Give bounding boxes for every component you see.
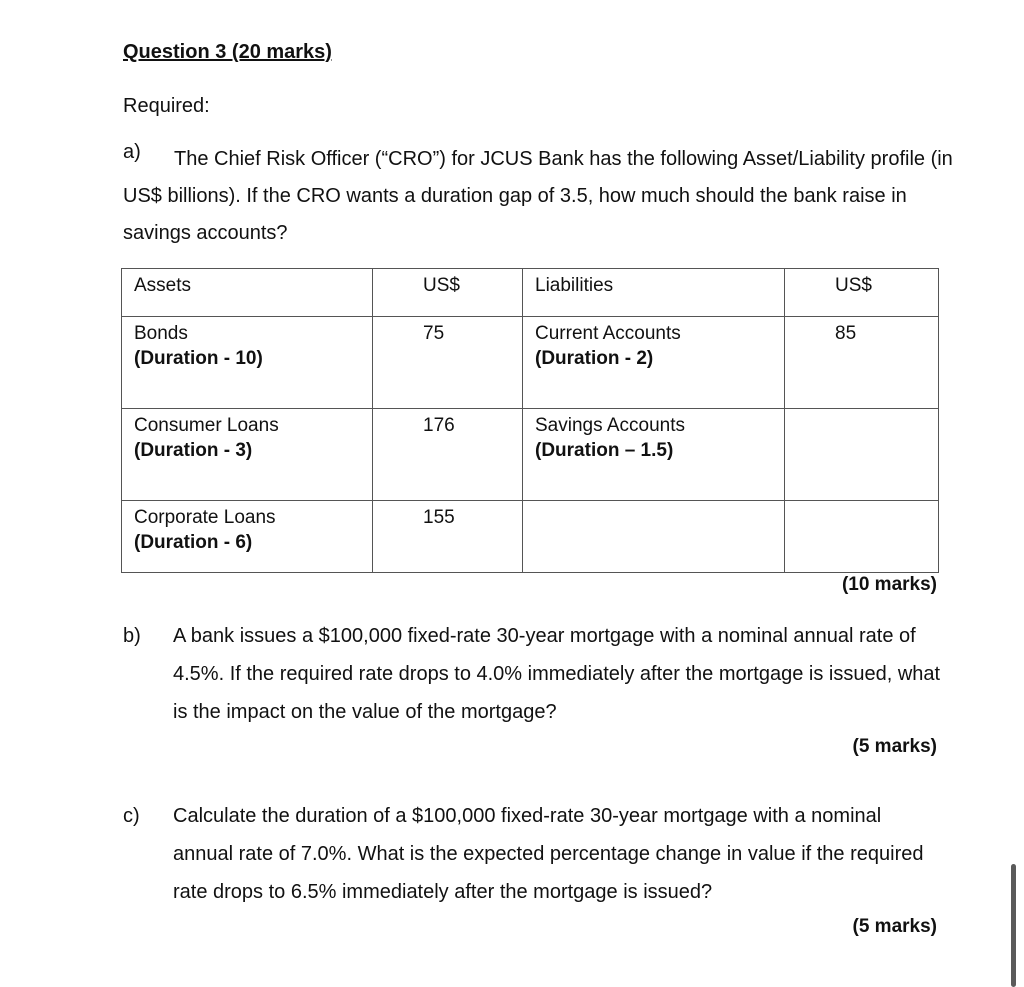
asset-duration: (Duration - 6)	[134, 532, 253, 553]
liability-name: Current Accounts	[535, 323, 681, 344]
table-row	[122, 409, 939, 501]
header-liabilities-usd: US$	[785, 269, 939, 317]
asset-value: 75	[373, 317, 523, 409]
asset-name: Corporate Loans	[134, 507, 276, 528]
header-assets-usd: US$	[373, 269, 523, 317]
liability-name: Savings Accounts	[535, 415, 685, 436]
asset-cell	[122, 317, 373, 409]
part-a-letter: a)	[123, 141, 141, 163]
header-liabilities: Liabilities	[523, 269, 785, 317]
liability-duration: (Duration – 1.5)	[535, 440, 674, 461]
liability-value	[785, 409, 939, 501]
part-a-text: The Chief Risk Officer (“CRO”) for JCUS Bank has the following Asset/Liability profile (in US$ billions). If the CRO wants a duration gap of 3.5, how much should the bank raise in savings accounts?	[123, 148, 953, 244]
asset-liability-table	[121, 268, 939, 573]
liability-value: 85	[785, 317, 939, 409]
asset-name: Bonds	[134, 323, 188, 344]
vertical-scrollbar[interactable]	[1011, 864, 1016, 987]
part-c-text: Calculate the duration of a $100,000 fixed-rate 30-year mortgage with a nominal annual rate of 7.0%. What is the expected percentage change in value if the required rate drops to 6.5% immediately after the mortgage is issued?	[173, 805, 924, 903]
part-c-letter: c)	[123, 805, 140, 827]
table-header-row	[122, 269, 939, 317]
part-b-letter: b)	[123, 625, 141, 647]
part-b-marks: (5 marks)	[852, 736, 937, 757]
asset-cell	[122, 409, 373, 501]
asset-value: 155	[373, 501, 523, 573]
liability-cell	[523, 501, 785, 573]
asset-cell	[122, 501, 373, 573]
question-title: Question 3 (20 marks)	[123, 41, 332, 63]
required-label: Required:	[123, 95, 210, 117]
asset-name: Consumer Loans	[134, 415, 279, 436]
liability-duration: (Duration - 2)	[535, 348, 654, 369]
liability-cell	[523, 317, 785, 409]
liability-cell	[523, 409, 785, 501]
asset-value: 176	[373, 409, 523, 501]
asset-duration: (Duration - 10)	[134, 348, 263, 369]
part-b-text: A bank issues a $100,000 fixed-rate 30-year mortgage with a nominal annual rate of 4.5%. If the required rate drops to 4.0% immediately after the mortgage is issued, what is the impact on the value of the mortgage?	[173, 625, 941, 723]
table-row	[122, 501, 939, 573]
liability-value	[785, 501, 939, 573]
header-assets: Assets	[122, 269, 373, 317]
table-row	[122, 317, 939, 409]
part-c-marks: (5 marks)	[852, 916, 937, 937]
asset-duration: (Duration - 3)	[134, 440, 253, 461]
part-a-marks: (10 marks)	[841, 574, 937, 595]
